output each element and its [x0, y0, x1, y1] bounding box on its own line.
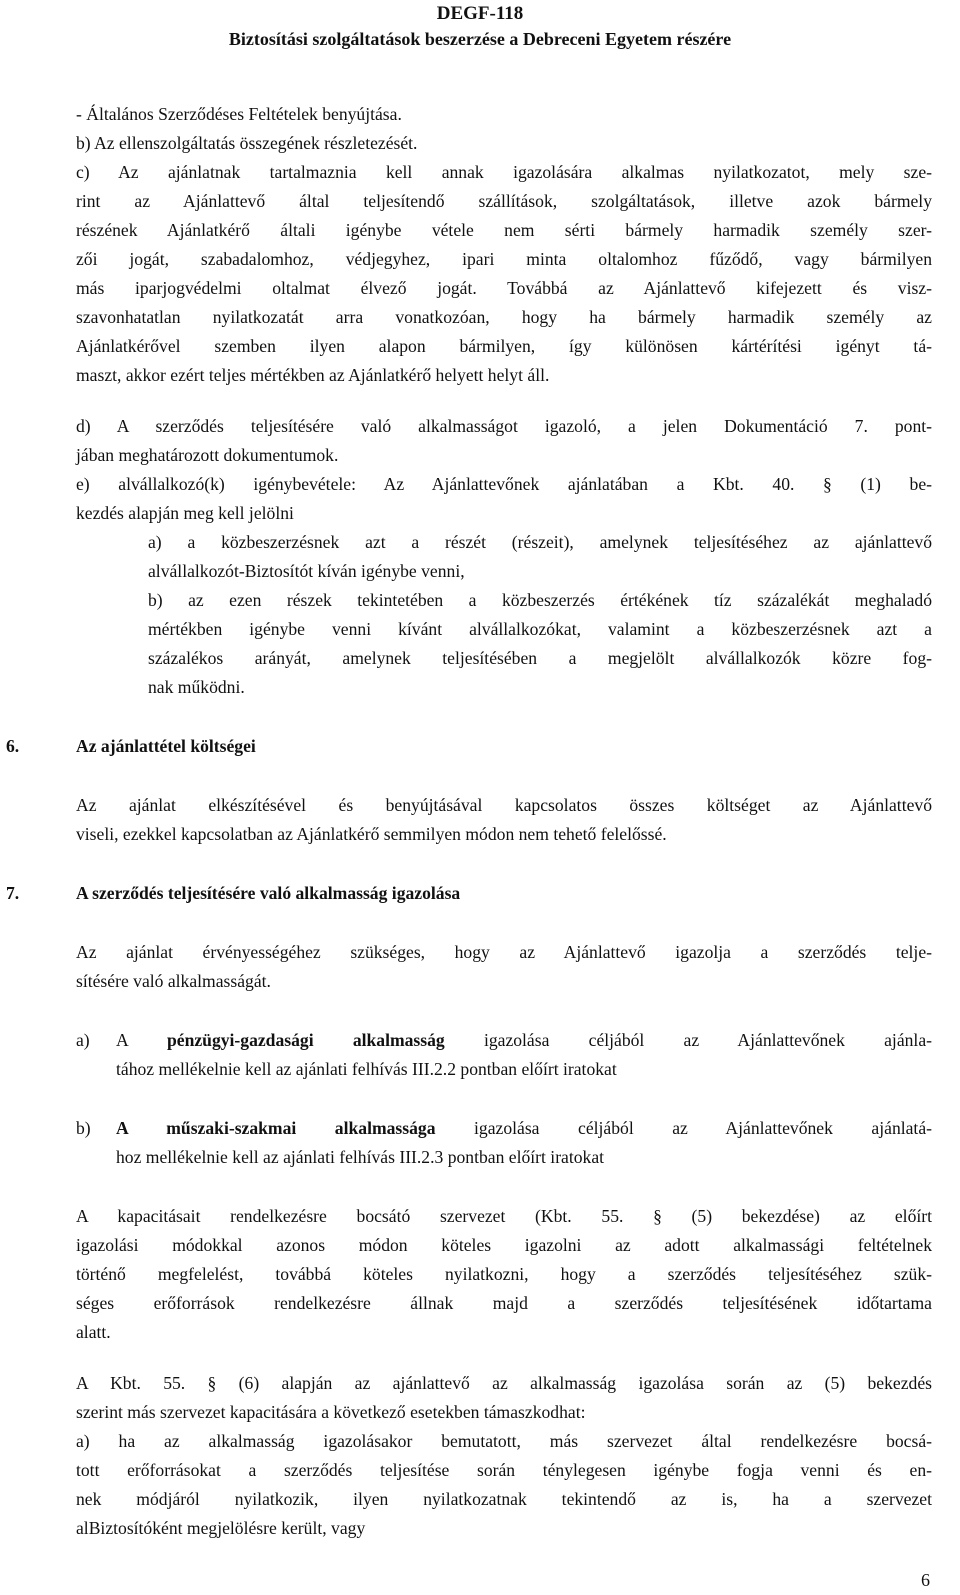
section-title: A szerződés teljesítésére való alkalmasság igazolása: [76, 883, 461, 903]
text-line: sítésére való alkalmasságát.: [76, 971, 271, 991]
text-line: b) az ezen részek tekintetében a közbeszerzés értékének tíz százalékát meghaladó: [148, 590, 932, 610]
page-number: 6: [921, 1570, 930, 1590]
text-line: A kapacitásait rendelkezésre bocsátó szervezet (Kbt. 55. § (5) bekezdése) az előírt: [76, 1206, 932, 1226]
text-line: tott erőforrásokat a szerződés teljesítése során ténylegesen igénybe fogja venni és en-: [76, 1460, 932, 1480]
text-line: szerint más szervezet kapacitására a következő esetekben támaszkodhat:: [76, 1402, 586, 1422]
section-heading: [6, 879, 932, 908]
text-line: Ajánlatkérővel szemben ilyen alapon bármilyen, így különösen kártérítési igényt tá-: [76, 336, 932, 356]
text-line: b) Az ellenszolgáltatás összegének részletezését.: [76, 133, 418, 153]
text-line: más iparjogvédelmi oltalmat élvező jogát. Továbbá az Ajánlattevő kifejezett és visz-: [76, 278, 932, 298]
bold-term: pénzügyi-gazdasági alkalmasság: [166, 1030, 445, 1050]
text-line: részének Ajánlatkérő általi igénybe vétele nem sérti bármely harmadik személy szer-: [76, 220, 932, 240]
text-line: A pénzügyi-gazdasági alkalmasság igazolása céljából az Ajánlattevőnek ajánla-: [116, 1030, 932, 1050]
list-item: [76, 1114, 932, 1172]
text-line: a) ha az alkalmasság igazolásakor bemutatott, más szervezet által rendelkezésre bocsá-: [76, 1431, 932, 1451]
text-line: d) A szerződés teljesítésére való alkalmasságot igazoló, a jelen Dokumentáció 7. pont-: [76, 416, 932, 436]
text-line: c) Az ajánlatnak tartalmaznia kell annak igazolására alkalmas nyilatkozatot, mely sze-: [76, 162, 932, 182]
document-body: [6, 100, 932, 1543]
document-title: Biztosítási szolgáltatások beszerzése a Debreceni Egyetem részére: [228, 29, 732, 49]
bold-term: A műszaki-szakmai alkalmassága: [116, 1118, 436, 1138]
item-label: b): [76, 1118, 91, 1138]
text-line: zői jogát, szabadalomhoz, védjegyhez, ipari minta oltalomhoz fűződő, vagy bármilyen: [76, 249, 932, 269]
text-line: A műszaki-szakmai alkalmassága igazolása céljából az Ajánlattevőnek ajánlatá-: [116, 1118, 932, 1138]
text-line: kezdés alapján meg kell jelölni: [76, 503, 294, 523]
indented-list: [76, 528, 932, 702]
text-line: nak működni.: [148, 677, 245, 697]
section-heading: [6, 732, 932, 761]
text-line: séges erőforrások rendelkezésre állnak majd a szerződés teljesítésének időtartama: [76, 1293, 932, 1313]
list-item: [76, 1026, 932, 1084]
text-line: tához mellékelnie kell az ajánlati felhívás III.2.2 pontban előírt iratokat: [116, 1059, 617, 1079]
text-line: alvállalkozót-Biztosítót kíván igénybe venni,: [148, 561, 465, 581]
section-number: 7.: [6, 883, 20, 903]
text-line: rint az Ajánlattevő által teljesítendő szállítások, szolgáltatások, illetve azok bármely: [76, 191, 932, 211]
text-line: maszt, akkor ezért teljes mértékben az Ajánlatkérő helyett helyt áll.: [76, 365, 550, 385]
text-line: történő megfelelést, továbbá köteles nyilatkozni, hogy a szerződés teljesítéséhez szük-: [76, 1264, 932, 1284]
text-line: szavonhatatlan nyilatkozatát arra vonatkozóan, hogy ha bármely harmadik személy az: [76, 307, 932, 327]
text-line: alBiztosítóként megjelölésre került, vagy: [76, 1518, 366, 1538]
section-title: Az ajánlattétel költségei: [76, 736, 256, 756]
text-line: Az ajánlat érvényességéhez szükséges, hogy az Ajánlattevő igazolja a szerződés telje-: [76, 942, 932, 962]
text-line: - Általános Szerződéses Feltételek benyújtása.: [76, 104, 402, 124]
document-code: DEGF-118: [436, 3, 524, 24]
text-line: igazolási módokkal azonos módon köteles igazolni az adott alkalmassági feltételnek: [76, 1235, 932, 1255]
section-number: 6.: [6, 736, 20, 756]
text-line: hoz mellékelnie kell az ajánlati felhívás III.2.3 pontban előírt iratokat: [116, 1147, 605, 1167]
text-line: alatt.: [76, 1322, 111, 1342]
text-line: Az ajánlat elkészítésével és benyújtásával kapcsolatos összes költséget az Ajánlattevő: [76, 795, 932, 815]
text-line: százalékos arányát, amelynek teljesítésében a megjelölt alvállalkozók közre fog-: [148, 648, 932, 668]
text-line: e) alvállalkozó(k) igénybevétele: Az Ajánlattevőnek ajánlatában a Kbt. 40. § (1) be-: [76, 474, 932, 494]
text-line: A Kbt. 55. § (6) alapján az ajánlattevő az alkalmasság igazolása során az (5) bekezdés: [76, 1373, 932, 1393]
text-line: a) a közbeszerzésnek azt a részét (részeit), amelynek teljesítéséhez az ajánlattevő: [148, 532, 932, 552]
text-line: jában meghatározott dokumentumok.: [76, 445, 339, 465]
page-header: [0, 2, 960, 52]
text-line: nek módjáról nyilatkozik, ilyen nyilatkozatnak tekintendő az is, ha a szervezet: [76, 1489, 932, 1509]
item-label: a): [76, 1030, 90, 1050]
text-line: mértékben igénybe venni kívánt alvállalkozókat, valamint a közbeszerzésnek azt a: [148, 619, 932, 639]
text-line: viseli, ezekkel kapcsolatban az Ajánlatkérő semmilyen módon nem tehető felelőssé.: [76, 824, 667, 844]
